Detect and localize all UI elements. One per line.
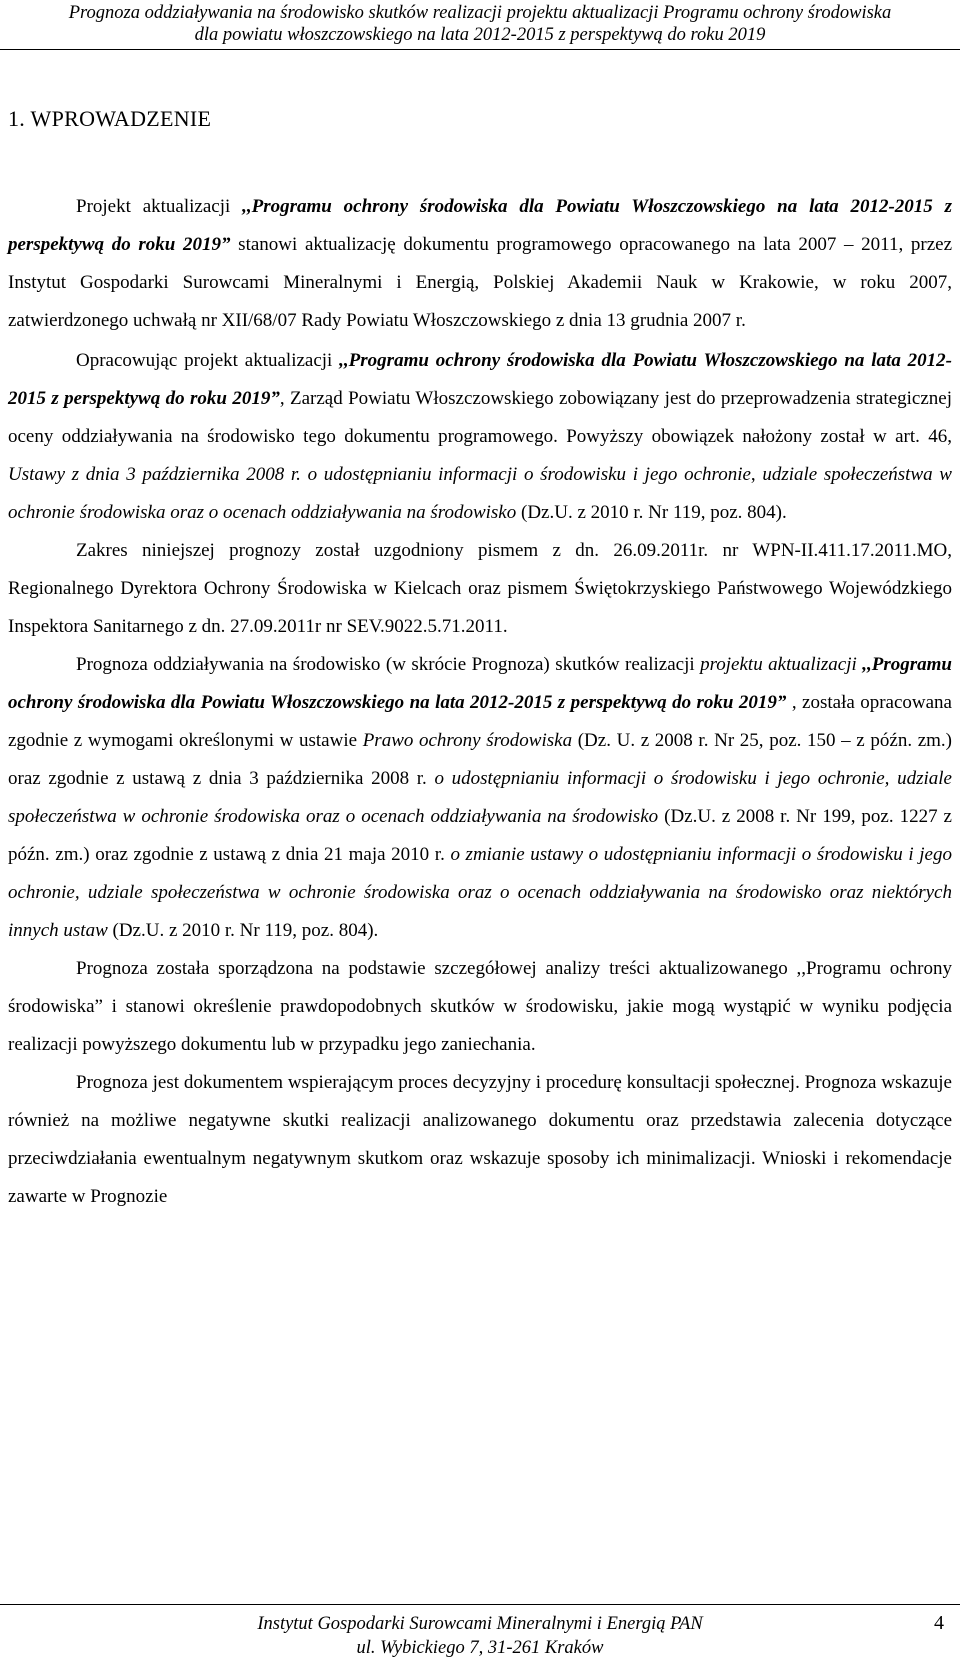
paragraph-1 [8, 188, 952, 340]
p2-program-title: ,,Programu ochrony środowiska dla Powiatu Włoszczowskiego na lata 2012-2015 z perspektywą do roku 2019” [8, 350, 952, 409]
p2-text-a: Opracowując projekt aktualizacji [76, 350, 340, 371]
p2-text-e: , [750, 464, 763, 485]
p4-project-label: projektu aktualizacji [700, 654, 863, 675]
p2-act-title: Ustawy z dnia 3 października 2008 r. o udostępnianiu informacji o środowisku i jego ochronie [8, 464, 751, 485]
section-heading: 1. WPROWADZENIE [8, 106, 212, 131]
p4-act-title-2: o udostępnianiu informacji o środowisku i jego ochronie, udziale społeczeństwa w ochronie środowiska oraz o ocenach oddziaływania na środowisko [8, 768, 952, 827]
page-header [0, 0, 960, 50]
p2-text-h: Dz.U. z 2010 r. Nr 119, poz. 804). [527, 502, 787, 523]
document-body [8, 188, 952, 1216]
p4-act-title-3: o zmianie ustawy o udostępnianiu informacji o środowisku i jego ochronie, udziale społeczeństwa w ochronie środowiska oraz o ocenach oddziaływania na środowisko oraz niektórych innych ustaw [8, 844, 952, 941]
paragraph-6: Prognoza jest dokumentem wspierającym proces decyzyjny i procedurę konsultacji społecznej. Prognoza wskazuje również na możliwe negatywne skutki realizacji analizowanego dokumentu oraz przedstawia zalecenia dotyczące przeciwdziałania ewentualnym negatywnym skutkom oraz wskazuje sposoby ich minimalizacji. Wnioski i rekomendacje zawarte w Prognozie [8, 1072, 952, 1207]
header-line-1: Prognoza oddziaływania na środowisko skutków realizacji projektu aktualizacji Programu ochrony środowiska [68, 3, 892, 23]
p1-program-title: ,,Programu ochrony środowiska dla Powiatu Włoszczowskiego na lata 2012-2015 z perspektywą do roku 2019” [8, 196, 952, 255]
footer-line-1: Instytut Gospodarki Surowcami Mineralnymi i Energią PAN [257, 1614, 703, 1634]
page-footer [0, 1612, 960, 1660]
p4-text-f: (Dz. U. z 2008 r. Nr 25, poz. 150 – z późn. zm.) oraz zgodnie z ustawą z dnia 3 października 2008 r. [8, 730, 952, 789]
paragraph-5: Prognoza została sporządzona na podstawie szczegółowej analizy treści aktualizowanego ,,Programu ochrony środowiska” i stanowi określenie prawdopodobnych skutków w środowisku, jakie mogą wystąpić w wyniku podjęcia realizacji powyższego dokumentu lub w przypadku jego zaniechania. [8, 958, 952, 1055]
p4-text-a: Prognoza oddziaływania na środowisko (w skrócie Prognoza) skutków realizacji [76, 654, 701, 675]
p4-text-j: (Dz.U. z 2010 r. Nr 119, poz. 804). [107, 920, 379, 941]
p1-text-a: Projekt aktualizacji [76, 196, 243, 217]
p4-text-h: (Dz.U. z 2008 r. Nr 199, poz. 1227 z późn. zm.) oraz zgodnie z ustawą z dnia 21 maja 2010 r. [8, 806, 952, 865]
p1-text-c: stanowi aktualizację dokumentu programowego opracowanego na lata 2007 – 2011, przez Instytut Gospodarki Surowcami Mineralnymi i Energią, Polskiej Akademii Nauk w Krakowie, w roku 2007, zatwierdzonego uchwałą nr XII/68/07 Rady Powiatu Włoszczowskiego z dnia 13 grudnia 2007 r. [8, 234, 953, 331]
footer-divider [0, 1604, 960, 1605]
p2-act-title-cont: udziale społeczeństwa w ochronie środowiska oraz o ocenach oddziaływania na środowisko [8, 464, 952, 523]
paragraph-4 [8, 646, 952, 950]
p4-program-title: ,,Programu ochrony środowiska dla Powiatu Włoszczowskiego na lata 2012-2015 z perspektywą do roku 2019” [8, 654, 952, 713]
p4-text-d: , została opracowana zgodnie z wymogami określonymi w ustawie [8, 692, 952, 751]
p2-text-c: , Zarząd Powiatu Włoszczowskiego zobowiązany jest do przeprowadzenia strategicznej oceny oddziaływania na środowisko tego dokumentu programowego. Powyższy obowiązek nałożony został w art. 46, [8, 388, 952, 447]
footer-line-2: ul. Wybickiego 7, 31-261 Kraków [356, 1638, 604, 1658]
p4-act-title: Prawo ochrony środowiska [362, 730, 573, 751]
paragraph-2 [8, 342, 952, 532]
paragraph-3: Zakres niniejszej prognozy został uzgodniony pismem z dn. 26.09.2011r. nr WPN-II.411.17.2011.MO, Regionalnego Dyrektora Ochrony Środowiska w Kielcach oraz pismem Świętokrzyskiego Państwowego Wojewódzkiego Inspektora Sanitarnego z dn. 27.09.2011r nr SEV.9022.5.71.2011. [8, 540, 952, 637]
header-line-2: dla powiatu włoszczowskiego na lata 2012-2015 z perspektywą do roku 2019 [194, 25, 766, 45]
page-number: 4 [934, 1612, 944, 1634]
p2-text-g: ( [516, 502, 528, 523]
